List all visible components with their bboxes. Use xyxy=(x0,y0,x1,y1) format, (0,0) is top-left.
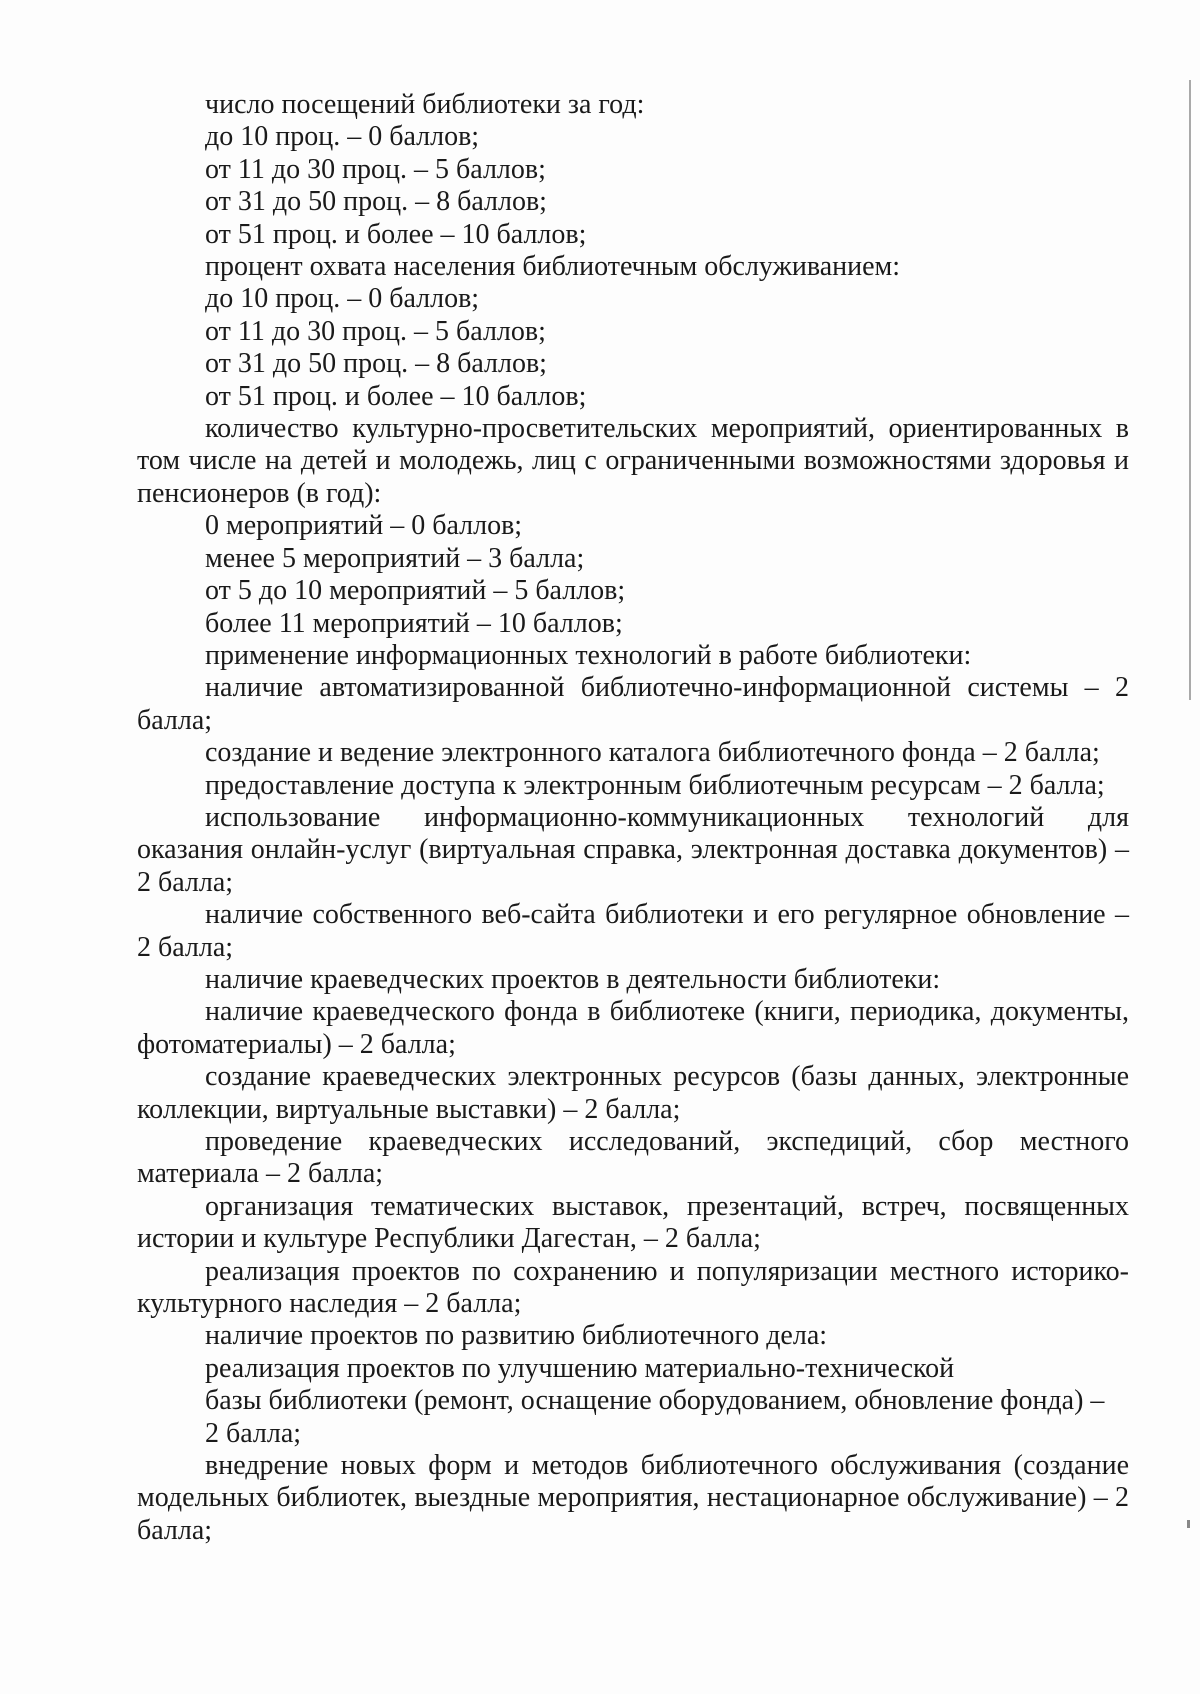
paragraph-line: 0 мероприятий – 0 баллов; xyxy=(205,510,523,542)
paragraph-line: менее 5 мероприятий – 3 балла; xyxy=(205,542,585,574)
paragraph-line: наличие автоматизированной библиотечно-информационной системы – 2 xyxy=(205,672,1129,704)
paragraph-line: создание краеведческих электронных ресурсов (базы данных, электронные xyxy=(205,1061,1129,1093)
paragraph-line: число посещений библиотеки за год: xyxy=(205,89,645,120)
scan-edge-mark xyxy=(1187,1520,1190,1528)
paragraph-line: коллекции, виртуальные выставки) – 2 балла; xyxy=(137,1093,681,1125)
paragraph-line: наличие проектов по развитию библиотечного дела: xyxy=(205,1320,828,1352)
paragraph-line: от 51 проц. и более – 10 баллов; xyxy=(205,380,587,412)
paragraph-line: проведение краеведческих исследований, экспедиций, сбор местного xyxy=(205,1126,1129,1157)
paragraph-line: наличие собственного веб-сайта библиотеки и его регулярное обновление – xyxy=(205,899,1129,931)
paragraph-line: балла; xyxy=(137,704,213,736)
paragraph-line: от 11 до 30 проц. – 5 баллов; xyxy=(205,153,546,185)
paragraph-line: от 31 до 50 проц. – 8 баллов; xyxy=(205,348,547,380)
paragraph-line: наличие краеведческого фонда в библиотеке (книги, периодика, документы, xyxy=(205,996,1129,1028)
paragraph-line: организация тематических выставок, презентаций, встреч, посвященных xyxy=(205,1190,1129,1222)
paragraph-line: до 10 проц. – 0 баллов; xyxy=(205,121,480,153)
paragraph-line: от 51 проц. и более – 10 баллов; xyxy=(205,218,587,250)
paragraph-line: использование информационно-коммуникационных технологий для xyxy=(205,801,1129,833)
paragraph-line: применение информационных технологий в работе библиотеки: xyxy=(205,639,972,671)
paragraph-line: модельных библиотек, выездные мероприятия, нестационарное обслуживание) – 2 xyxy=(137,1482,1129,1514)
paragraph-line: балла; xyxy=(137,1514,213,1546)
paragraph-line: культурного наследия – 2 балла; xyxy=(137,1288,522,1320)
paragraph-line: материала – 2 балла; xyxy=(137,1158,384,1190)
paragraph-line: истории и культуре Республики Дагестан, – 2 балла; xyxy=(137,1223,761,1255)
paragraph-line: от 5 до 10 мероприятий – 5 баллов; xyxy=(205,575,626,607)
paragraph-line: внедрение новых форм и методов библиотечного обслуживания (создание xyxy=(205,1450,1129,1482)
document-body xyxy=(137,89,1129,1547)
paragraph-line: фотоматериалы) – 2 балла; xyxy=(137,1028,456,1060)
paragraph-line: оказания онлайн-услуг (виртуальная справка, электронная доставка документов) – xyxy=(137,834,1129,866)
paragraph-line: базы библиотеки (ремонт, оснащение оборудованием, обновление фонда) – xyxy=(205,1385,1105,1417)
paragraph-line: реализация проектов по улучшению материально-технической xyxy=(205,1352,955,1384)
paragraph-line: создание и ведение электронного каталога библиотечного фонда – 2 балла; xyxy=(205,737,1100,769)
paragraph-line: предоставление доступа к электронным библиотечным ресурсам – 2 балла; xyxy=(205,769,1105,801)
paragraph-line: том числе на детей и молодежь, лиц с ограниченными возможностями здоровья и xyxy=(137,445,1129,477)
paragraph-line: более 11 мероприятий – 10 баллов; xyxy=(205,607,623,639)
paragraph-line: от 31 до 50 проц. – 8 баллов; xyxy=(205,186,547,218)
paragraph-line: количество культурно-просветительских мероприятий, ориентированных в xyxy=(205,413,1129,445)
scan-edge-mark xyxy=(1189,80,1191,700)
paragraph-line: наличие краеведческих проектов в деятельности библиотеки: xyxy=(205,963,941,995)
paragraph-line: 2 балла; xyxy=(137,931,234,963)
paragraph-line: 2 балла; xyxy=(137,866,234,898)
paragraph-line: 2 балла; xyxy=(205,1417,302,1449)
paragraph-line: процент охвата населения библиотечным обслуживанием: xyxy=(205,251,901,283)
paragraph-line: до 10 проц. – 0 баллов; xyxy=(205,283,480,315)
paragraph-line: от 11 до 30 проц. – 5 баллов; xyxy=(205,315,546,347)
paragraph-line: пенсионеров (в год): xyxy=(137,477,382,509)
paragraph-line: реализация проектов по сохранению и популяризации местного историко- xyxy=(205,1255,1129,1287)
